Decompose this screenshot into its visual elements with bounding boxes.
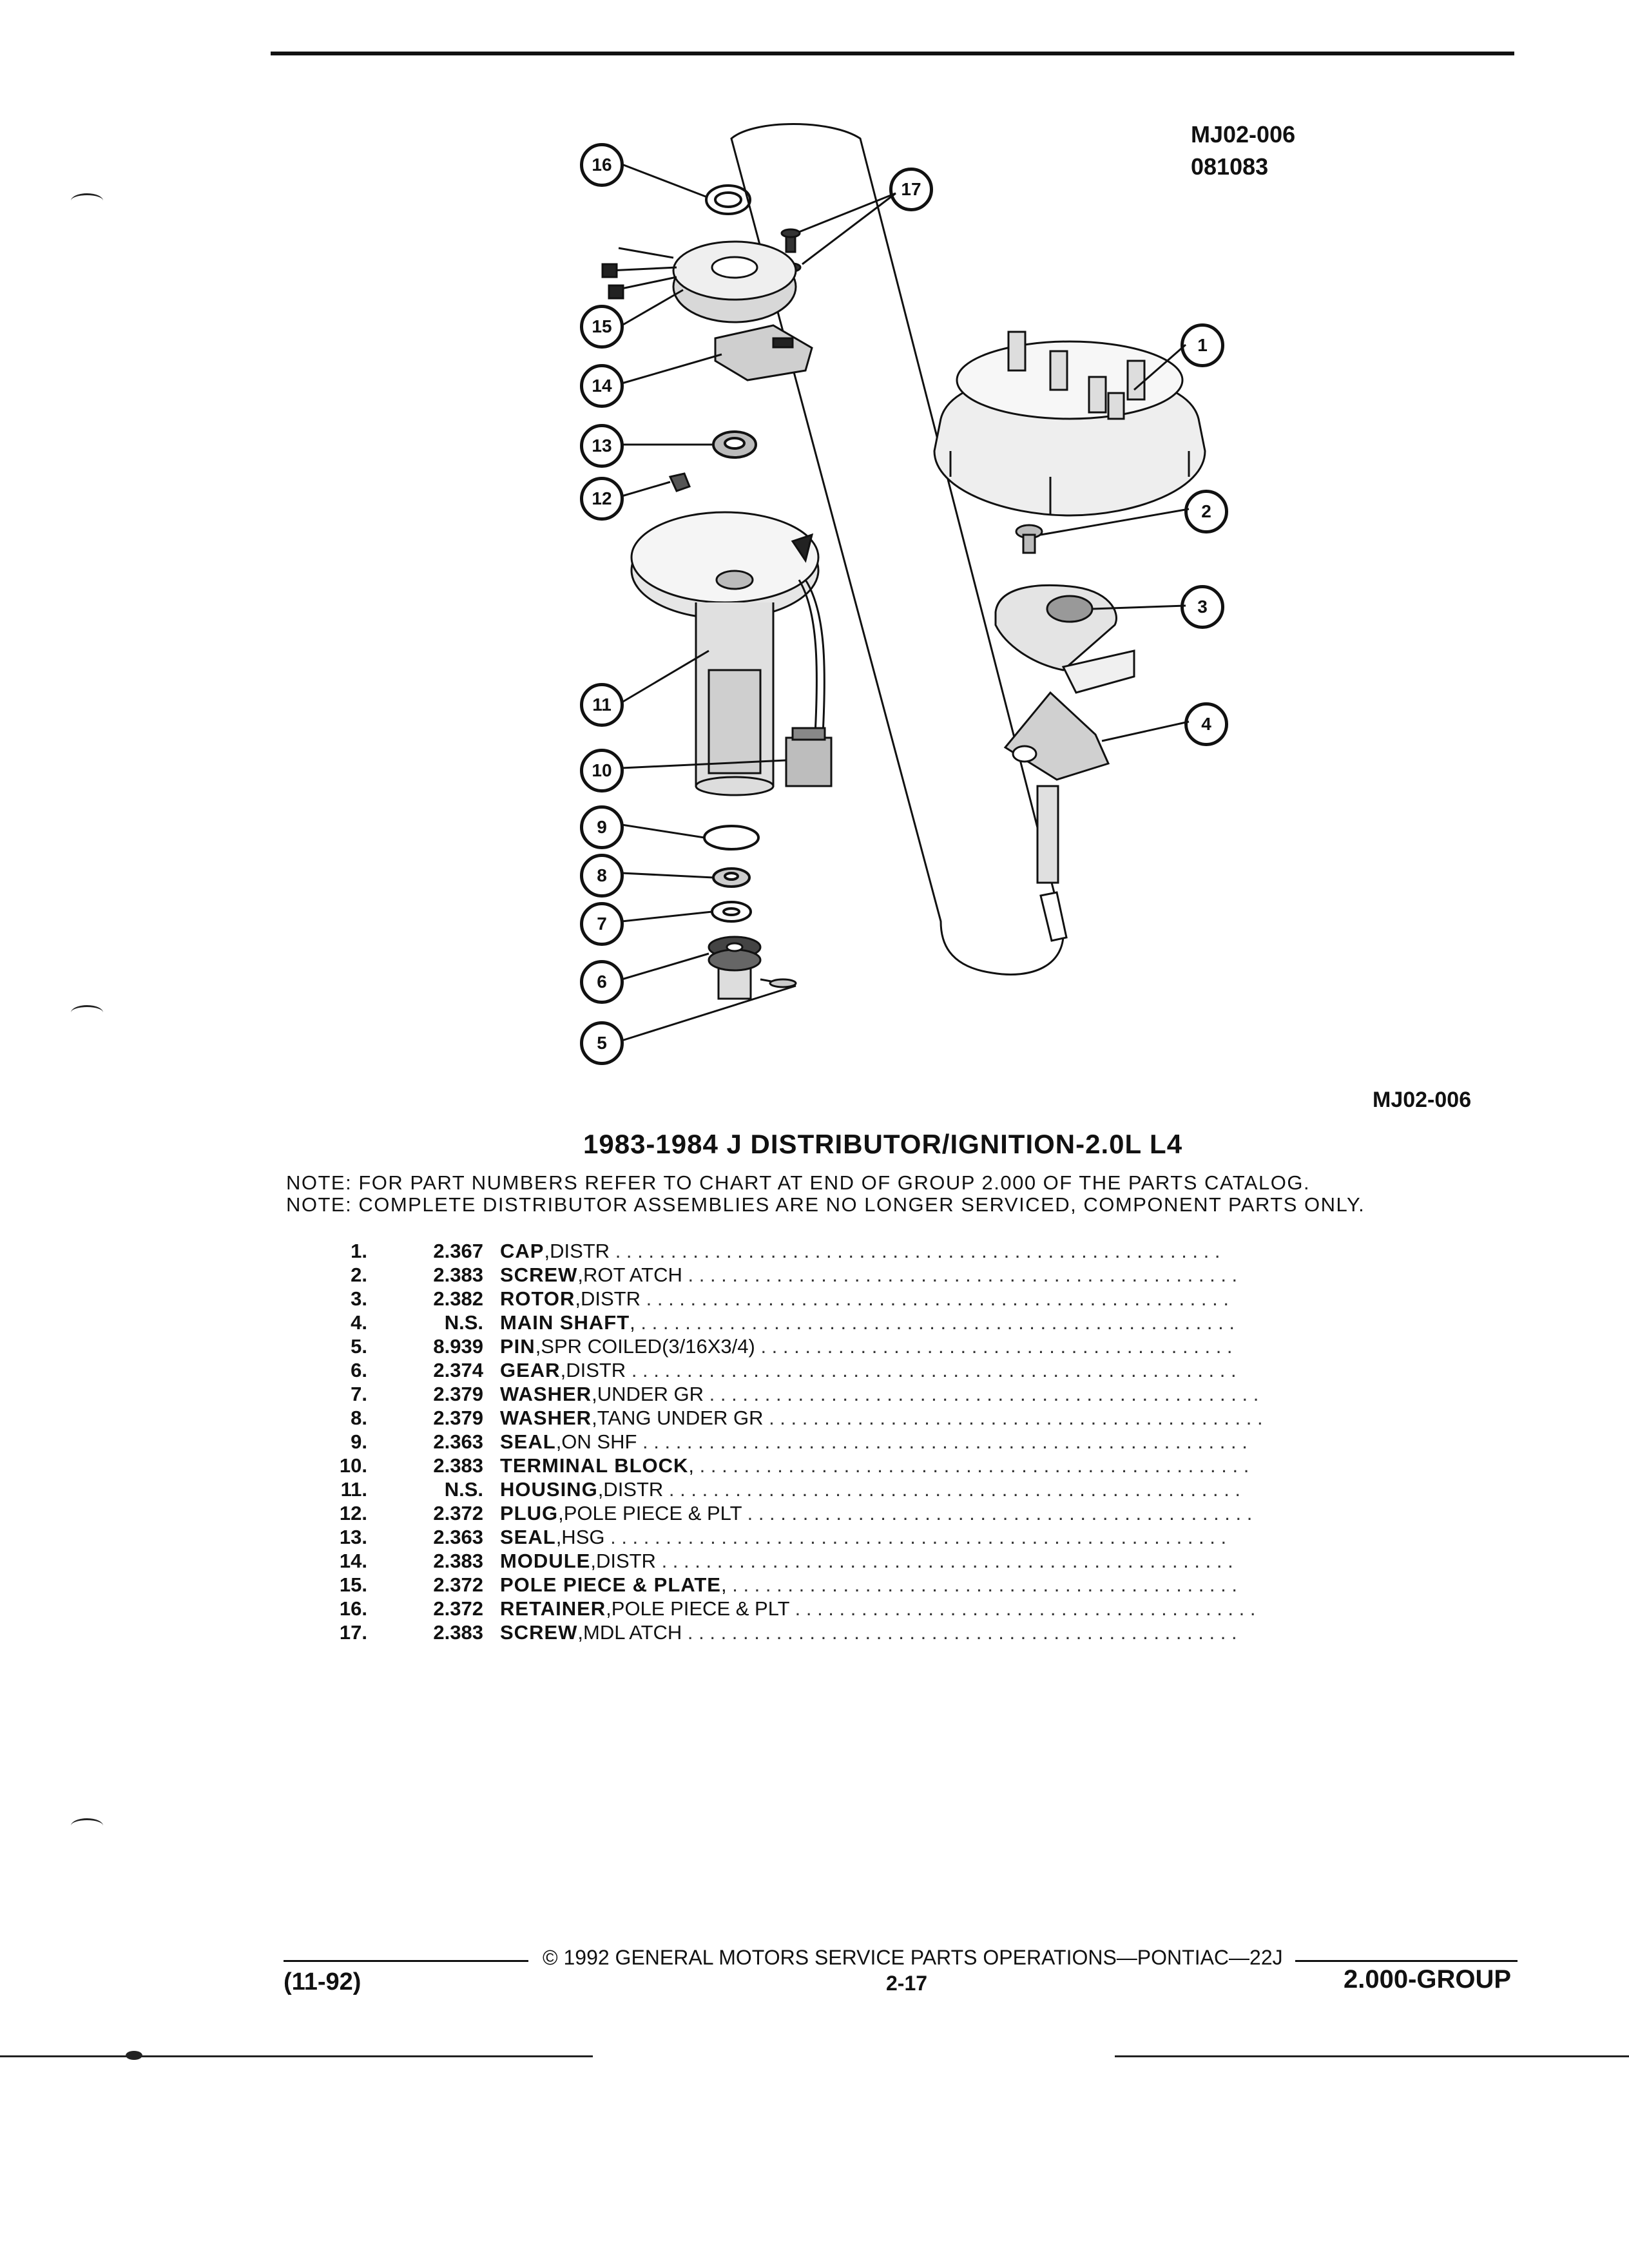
part-group: 2.379 bbox=[433, 1383, 483, 1405]
part-group: 2.372 bbox=[433, 1597, 483, 1620]
callout-7 bbox=[580, 902, 624, 946]
part-detail: ,DISTR bbox=[544, 1240, 610, 1262]
part-detail: ,MDL ATCH bbox=[577, 1621, 682, 1644]
part-description bbox=[500, 1526, 1226, 1549]
callout-4 bbox=[1184, 702, 1228, 746]
part-name: SEAL bbox=[500, 1430, 556, 1453]
housing-seal-part bbox=[713, 432, 756, 457]
part-number: 4. bbox=[351, 1311, 367, 1334]
part-name: PIN bbox=[500, 1335, 535, 1358]
plug-part bbox=[670, 474, 689, 491]
part-detail: ,ON SHF bbox=[555, 1430, 637, 1453]
footer-rule-left bbox=[284, 1960, 528, 1962]
callout-8-label: 8 bbox=[597, 865, 607, 885]
dot-leader: . . . . . . . . . . . . . . . . . . . . . . . . . . . . . . . . . . . . . . . . . . . . . . . . . . . . . . . bbox=[637, 1430, 1248, 1453]
part-description bbox=[500, 1502, 1252, 1525]
dot-leader: . . . . . . . . . . . . . . . . . . . . . . . . . . . . . . . . . . . . . . . . . . . . . . bbox=[741, 1502, 1253, 1524]
part-number: 15. bbox=[339, 1573, 367, 1596]
part-name: HOUSING bbox=[500, 1478, 598, 1501]
part-number: 3. bbox=[351, 1287, 367, 1310]
part-name: SCREW bbox=[500, 1264, 578, 1286]
tang-washer-part bbox=[713, 869, 749, 887]
callout-6-label: 6 bbox=[597, 972, 607, 992]
dot-leader: . . . . . . . . . . . . . . . . . . . . . . . . . . . . . . . . . . . . . . . . . . . . . . . . . . . . . . . bbox=[610, 1240, 1220, 1262]
part-number: 6. bbox=[351, 1359, 367, 1381]
part-detail: , bbox=[688, 1454, 695, 1477]
callout-16 bbox=[580, 143, 624, 187]
part-name: SCREW bbox=[500, 1621, 578, 1644]
footer-date: (11-92) bbox=[284, 1968, 361, 1995]
footer-copyright: © 1992 GENERAL MOTORS SERVICE PARTS OPERATIONS—PONTIAC—22J bbox=[543, 1946, 1283, 1969]
scan-mark bbox=[71, 193, 103, 208]
part-description bbox=[500, 1335, 1233, 1358]
scan-mark bbox=[71, 1818, 103, 1833]
part-name: WASHER bbox=[500, 1383, 592, 1405]
dot-leader: . . . . . . . . . . . . . . . . . . . . . . . . . . . . . . . . . . . . . . . . . . . . . . . . . . . . . . . . bbox=[604, 1526, 1227, 1548]
part-number: 2. bbox=[351, 1264, 367, 1286]
part-detail: ,TANG UNDER GR bbox=[592, 1407, 764, 1429]
distributor-cap-part bbox=[934, 332, 1205, 515]
part-name: SEAL bbox=[500, 1526, 556, 1548]
callout-14 bbox=[580, 364, 624, 408]
dot-leader: . . . . . . . . . . . . . . . . . . . . . . . . . . . . . . . . . . . . . . . . . . . . . . . . . . . . bbox=[663, 1478, 1241, 1501]
part-group: 2.374 bbox=[433, 1359, 483, 1381]
page-title: 1983-1984 J DISTRIBUTOR/IGNITION-2.0L L4 bbox=[583, 1129, 1183, 1159]
note-line-1: NOTE: FOR PART NUMBERS REFER TO CHART AT END OF GROUP 2.000 OF THE PARTS CATALOG. bbox=[286, 1171, 1311, 1194]
part-name: RETAINER bbox=[500, 1597, 606, 1620]
part-number: 17. bbox=[339, 1621, 367, 1644]
part-group: 2.372 bbox=[433, 1502, 483, 1524]
dot-leader: . . . . . . . . . . . . . . . . . . . . . . . . . . . . . . . . . . . . . . . . . . . . . . . . . . bbox=[682, 1621, 1237, 1644]
callout-12 bbox=[580, 477, 624, 521]
dot-leader: . . . . . . . . . . . . . . . . . . . . . . . . . . . . . . . . . . . . . . . . . . . . . . . . . . . . . . bbox=[635, 1311, 1235, 1334]
dot-leader: . . . . . . . . . . . . . . . . . . . . . . . . . . . . . . . . . . . . . . . . . . . . . . . . . . . . . bbox=[641, 1287, 1229, 1310]
part-name: POLE PIECE & PLATE bbox=[500, 1573, 721, 1596]
part-number: 7. bbox=[351, 1383, 367, 1405]
dot-leader: . . . . . . . . . . . . . . . . . . . . . . . . . . . . . . . . . . . . . . . . . . . . . . bbox=[726, 1573, 1237, 1596]
coiled-pin-part bbox=[760, 979, 796, 987]
part-name: ROTOR bbox=[500, 1287, 575, 1310]
callout-9 bbox=[580, 805, 624, 849]
pole-piece-plate-part bbox=[602, 242, 796, 322]
callout-8 bbox=[580, 854, 624, 898]
part-description bbox=[500, 1287, 1229, 1311]
bottom-scan-line-left bbox=[0, 2055, 593, 2057]
part-name: PLUG bbox=[500, 1502, 559, 1524]
part-description bbox=[500, 1454, 1249, 1477]
part-group: 2.367 bbox=[433, 1240, 483, 1262]
rotor-part bbox=[996, 585, 1134, 693]
module-part bbox=[715, 325, 812, 380]
part-detail: , bbox=[630, 1311, 635, 1334]
part-group: 2.383 bbox=[433, 1550, 483, 1572]
terminal-block-part bbox=[786, 580, 831, 786]
note-line-2: NOTE: COMPLETE DISTRIBUTOR ASSEMBLIES ARE NO LONGER SERVICED, COMPONENT PARTS ONLY. bbox=[286, 1193, 1365, 1216]
part-group: N.S. bbox=[444, 1311, 483, 1334]
part-group: 2.382 bbox=[433, 1287, 483, 1310]
dot-leader: . . . . . . . . . . . . . . . . . . . . . . . . . . . . . . . . . . . . . . . . . . . bbox=[755, 1335, 1233, 1358]
callout-15-label: 15 bbox=[592, 316, 612, 336]
retainer-part bbox=[706, 186, 750, 214]
part-description bbox=[500, 1264, 1237, 1287]
dot-leader: . . . . . . . . . . . . . . . . . . . . . . . . . . . . . . . . . . . . . . . . . . . . . . . . . . bbox=[704, 1383, 1259, 1405]
part-number: 8. bbox=[351, 1407, 367, 1429]
part-number: 11. bbox=[340, 1478, 367, 1501]
rotor-screw-part bbox=[1016, 525, 1042, 553]
scan-mark bbox=[71, 1005, 103, 1020]
part-number: 9. bbox=[351, 1430, 367, 1453]
callout-15 bbox=[580, 305, 624, 349]
main-shaft-part bbox=[1005, 693, 1108, 941]
part-description bbox=[500, 1430, 1248, 1454]
part-number: 12. bbox=[339, 1502, 367, 1524]
callout-4-label: 4 bbox=[1201, 714, 1211, 734]
part-number: 1. bbox=[351, 1240, 367, 1262]
bottom-scan-line-right bbox=[1115, 2055, 1629, 2057]
part-detail: ,ROT ATCH bbox=[577, 1264, 682, 1286]
dot-leader: . . . . . . . . . . . . . . . . . . . . . . . . . . . . . . . . . . . . . . . . . . . . . bbox=[763, 1407, 1263, 1429]
callout-7-label: 7 bbox=[597, 914, 607, 934]
part-detail: ,DISTR bbox=[590, 1550, 656, 1572]
part-group: 2.383 bbox=[433, 1454, 483, 1477]
part-description bbox=[500, 1240, 1220, 1263]
callout-10 bbox=[580, 749, 624, 793]
dot-leader: . . . . . . . . . . . . . . . . . . . . . . . . . . . . . . . . . . . . . . . . . . bbox=[789, 1597, 1256, 1620]
callout-1-label: 1 bbox=[1197, 335, 1208, 355]
footer-page-number: 2-17 bbox=[886, 1972, 928, 1995]
part-description bbox=[500, 1550, 1233, 1573]
part-number: 14. bbox=[339, 1550, 367, 1572]
part-description bbox=[500, 1478, 1240, 1501]
callout-3-label: 3 bbox=[1197, 597, 1208, 617]
callout-1 bbox=[1181, 323, 1224, 367]
callout-13-label: 13 bbox=[592, 436, 612, 456]
part-detail: ,HSG bbox=[555, 1526, 605, 1548]
dot-leader: . . . . . . . . . . . . . . . . . . . . . . . . . . . . . . . . . . . . . . . . . . . . . . . . . . . . . . . bbox=[626, 1359, 1237, 1381]
callout-17-label: 17 bbox=[901, 179, 921, 199]
part-group: 2.383 bbox=[433, 1621, 483, 1644]
part-name: MAIN SHAFT bbox=[500, 1311, 630, 1334]
part-detail: ,UNDER GR bbox=[592, 1383, 704, 1405]
part-description bbox=[500, 1383, 1258, 1406]
part-detail: ,SPR COILED(3/16X3/4) bbox=[535, 1335, 755, 1358]
figure-code: MJ02-006 bbox=[1373, 1088, 1472, 1112]
callout-11 bbox=[580, 683, 624, 727]
part-number: 10. bbox=[339, 1454, 367, 1477]
under-gear-washer-part bbox=[712, 902, 751, 921]
callout-14-label: 14 bbox=[592, 376, 612, 396]
dot-leader: . . . . . . . . . . . . . . . . . . . . . . . . . . . . . . . . . . . . . . . . . . . . . . . . . . . . bbox=[655, 1550, 1233, 1572]
header-code: MJ02-006 bbox=[1191, 121, 1296, 148]
callout-6 bbox=[580, 960, 624, 1004]
footer-rule-right bbox=[1295, 1960, 1518, 1962]
dot-leader: . . . . . . . . . . . . . . . . . . . . . . . . . . . . . . . . . . . . . . . . . . . . . . . . . . bbox=[694, 1454, 1249, 1477]
part-description bbox=[500, 1621, 1237, 1644]
callout-5-label: 5 bbox=[597, 1033, 607, 1053]
part-detail: ,DISTR bbox=[560, 1359, 626, 1381]
callout-16-label: 16 bbox=[592, 155, 612, 175]
shaft-seal-part bbox=[704, 826, 758, 849]
callout-3 bbox=[1181, 585, 1224, 629]
part-number: 5. bbox=[351, 1335, 367, 1358]
gear-part bbox=[709, 937, 760, 999]
part-description bbox=[500, 1573, 1237, 1597]
part-description bbox=[500, 1597, 1256, 1620]
part-detail: ,POLE PIECE & PLT bbox=[606, 1597, 790, 1620]
part-name: GEAR bbox=[500, 1359, 561, 1381]
part-description bbox=[500, 1407, 1263, 1430]
part-group: 2.363 bbox=[433, 1526, 483, 1548]
part-detail: ,POLE PIECE & PLT bbox=[558, 1502, 742, 1524]
part-group: 2.379 bbox=[433, 1407, 483, 1429]
part-name: MODULE bbox=[500, 1550, 591, 1572]
part-detail: ,DISTR bbox=[597, 1478, 664, 1501]
callout-11-label: 11 bbox=[592, 695, 612, 715]
part-description bbox=[500, 1311, 1235, 1334]
callout-12-label: 12 bbox=[592, 488, 612, 508]
part-number: 13. bbox=[339, 1526, 367, 1548]
part-description bbox=[500, 1359, 1237, 1382]
part-group: 2.372 bbox=[433, 1573, 483, 1596]
callout-10-label: 10 bbox=[592, 760, 612, 780]
dot-leader: . . . . . . . . . . . . . . . . . . . . . . . . . . . . . . . . . . . . . . . . . . . . . . . . . . bbox=[682, 1264, 1238, 1286]
part-group: 2.383 bbox=[433, 1264, 483, 1286]
callout-17 bbox=[889, 168, 933, 211]
footer-group: 2.000-GROUP bbox=[1344, 1965, 1512, 1994]
callout-9-label: 9 bbox=[597, 817, 607, 837]
header-date-code: 081083 bbox=[1191, 153, 1269, 180]
part-group: N.S. bbox=[444, 1478, 483, 1501]
part-detail: , bbox=[720, 1573, 727, 1596]
part-name: TERMINAL BLOCK bbox=[500, 1454, 689, 1477]
part-number: 16. bbox=[339, 1597, 367, 1620]
part-name: CAP bbox=[500, 1240, 545, 1262]
part-group: 8.939 bbox=[433, 1335, 483, 1358]
callout-13 bbox=[580, 424, 624, 468]
part-detail: ,DISTR bbox=[575, 1287, 641, 1310]
scan-blot bbox=[126, 2051, 142, 2060]
part-name: WASHER bbox=[500, 1407, 592, 1429]
callout-2 bbox=[1184, 490, 1228, 533]
callout-5 bbox=[580, 1021, 624, 1065]
part-group: 2.363 bbox=[433, 1430, 483, 1453]
callout-2-label: 2 bbox=[1201, 501, 1211, 521]
